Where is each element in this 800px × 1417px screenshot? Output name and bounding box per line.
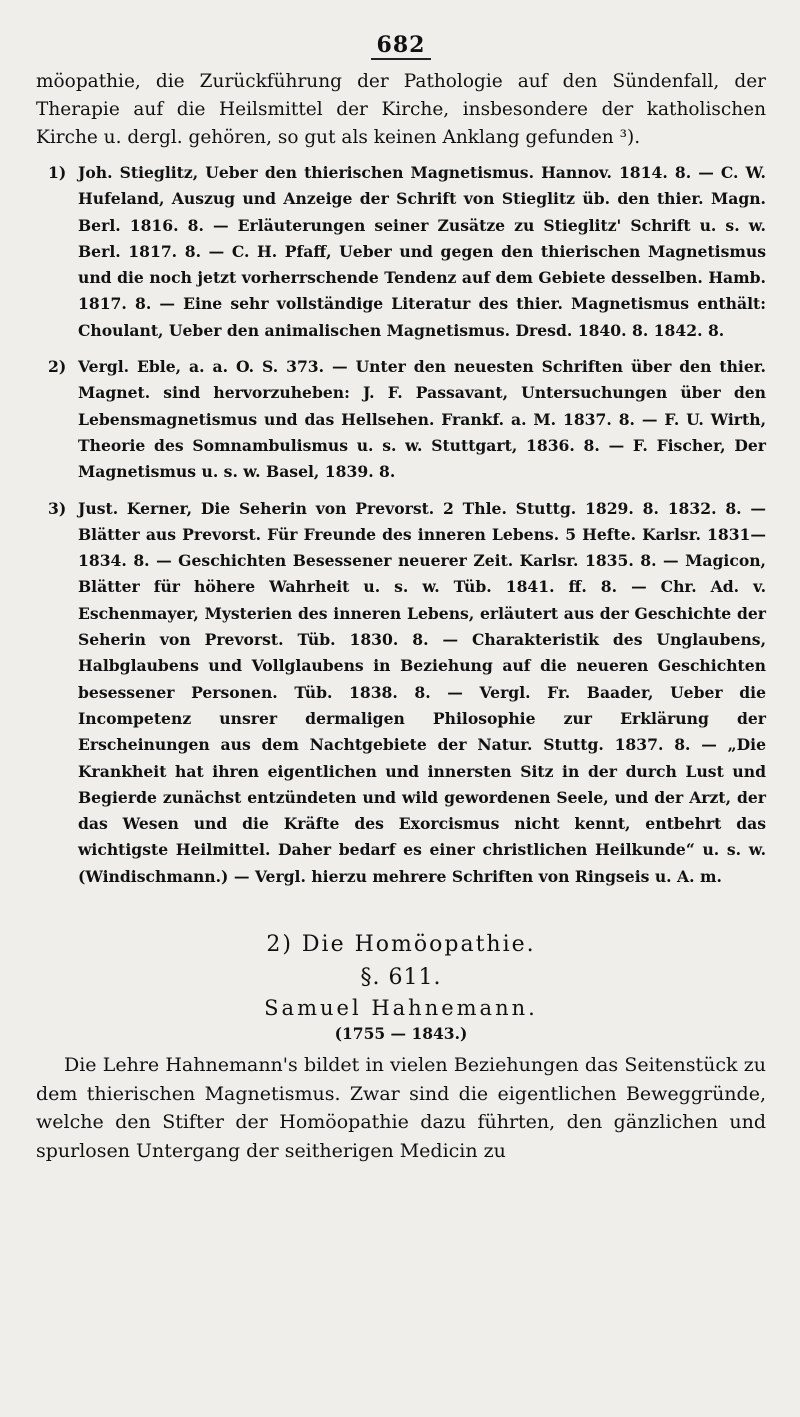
- intro-paragraph: möopathie, die Zurückführung der Pathologie auf den Sündenfall, der Therapie auf die Heilsmittel der Kirche, insbesondere der katholischen Kirche u. dergl. gehören, so gut als keinen Anklang gefunden ³).: [36, 71, 766, 148]
- section-heading: 2) Die Homöopathie.: [266, 932, 536, 958]
- life-dates: (1755 — 1843.): [334, 1024, 468, 1044]
- paragraph-number: §. 611.: [360, 965, 442, 991]
- main-paragraph: Die Lehre Hahnemann's bildet in vielen Beziehungen das Seitenstück zu dem thierischen Magnetismus. Zwar sind die eigentlichen Beweggründe, welche den Stifter der Homöopathie dazu führten, den gänzlichen und spurlosen Untergang der seitherigen Medicin zu: [36, 1054, 766, 1162]
- footnote-number: 3): [48, 498, 67, 518]
- footnote-text: Vergl. Eble, a. a. O. S. 373. — Unter den neuesten Schriften über den thier. Magnet. sind hervorzuheben: J. F. Passavant, Untersuchungen über den Lebensmagnetismus und das Hellsehen. Frankf. a. M. 1837. 8. — F. U. Wirth, Theorie des Somnambulismus u. s. w. Stuttgart, 1836. 8. — F. Fischer, Der Magnetismus u. s. w. Basel, 1839. 8.: [78, 357, 766, 482]
- author-name: Samuel Hahnemann.: [264, 996, 538, 1021]
- footnote-1: [36, 160, 766, 344]
- footnote-2: [36, 354, 766, 485]
- footnote-text: Just. Kerner, Die Seherin von Prevorst. 2 Thle. Stuttg. 1829. 8. 1832. 8. — Blätter aus Prevorst. Für Freunde des inneren Lebens. 5 Hefte. Karlsr. 1831—1834. 8. — Geschichten Besessener neuerer Zeit. Karlsr. 1835. 8. — Magicon, Blätter für höhere Wahrheit u. s. w. Tüb. 1841. ff. 8. — Chr. Ad. v. Eschenmayer, Mysterien des inneren Lebens, erläutert aus der Geschichte der Seherin von Prevorst. Tüb. 1830. 8. — Charakteristik des Unglaubens, Halbglaubens und Vollglaubens in Beziehung auf die neueren Geschichten besessener Personen. Tüb. 1838. 8. — Vergl. Fr. Baader, Ueber die Incompetenz unsrer dermaligen Philosophie zur Erklärung der Erscheinungen aus dem Nachtgebiete der Natur. Stuttg. 1837. 8. — „Die Krankheit hat ihren eigentlichen und innersten Sitz in der durch Lust und Begierde zunächst entzündeten und wild gewordenen Seele, und der Arzt, der das Wesen und die Kräfte des Exorcismus nicht kennt, entbehrt das wichtigste Heilmittel. Daher bedarf es einer christlichen Heilkunde“ u. s. w. (Windischmann.) — Vergl. hierzu mehrere Schriften von Ringseis u. A. m.: [78, 498, 766, 886]
- footnotes: [36, 160, 766, 890]
- footnote-text: Joh. Stieglitz, Ueber den thierischen Magnetismus. Hannov. 1814. 8. — C. W. Hufeland, Auszug und Anzeige der Schrift von Stieglitz üb. den thier. Magn. Berl. 1816. 8. — Erläuterungen seiner Zusätze zu Stieglitz' Schrift u. s. w. Berl. 1817. 8. — C. H. Pfaff, Ueber und gegen den thierischen Magnetismus und die noch jetzt vorherrschende Tendenz auf dem Gebiete desselben. Hamb. 1817. 8. — Eine sehr vollständige Literatur des thier. Magnetismus enthält: Choulant, Ueber den animalischen Magnetismus. Dresd. 1840. 8. 1842. 8.: [78, 163, 766, 340]
- page-number: 682: [36, 32, 766, 58]
- footnote-3: [36, 496, 766, 890]
- footnote-number: 1): [48, 163, 67, 182]
- footnote-number: 2): [48, 357, 67, 377]
